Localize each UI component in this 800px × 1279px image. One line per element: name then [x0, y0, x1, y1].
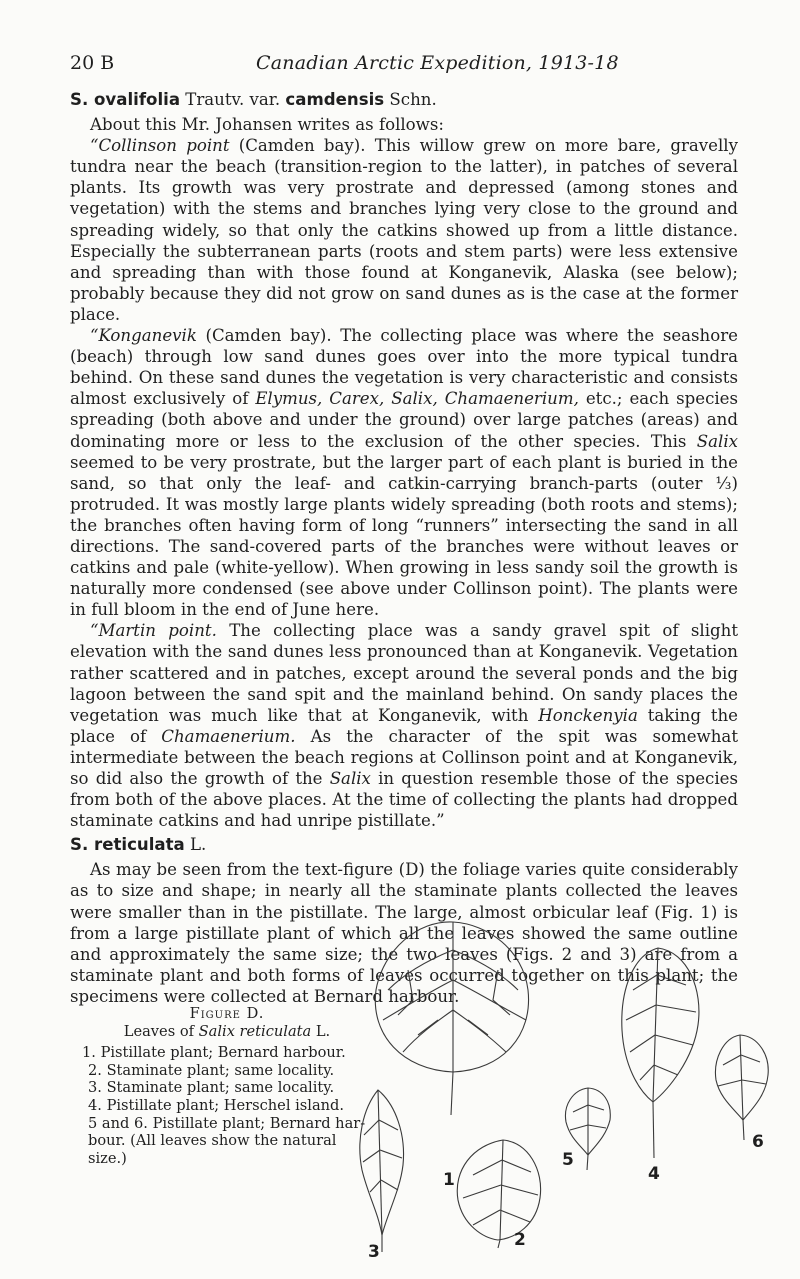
figure-leaf-illustrations — [348, 840, 788, 1260]
genus-name: Chamaenerium. — [161, 726, 296, 746]
genus-name: Honckenyia — [538, 705, 638, 725]
leaf-2 — [457, 1140, 540, 1248]
paragraph-konganevik — [70, 325, 738, 620]
figure-label-5: 5 — [562, 1150, 574, 1170]
subtitle-text: L. — [311, 1022, 331, 1040]
place-name: “Martin point. — [90, 621, 217, 641]
species-authority: L. — [184, 835, 207, 855]
paragraph-text: seemed to be very prostrate, but the larger part of each plant is buried in the sand, so that only the leaf- and catkin-carrying branch-parts (outer ⅓) protruded. It was mostly large plants widely spreading (both roots and stems); the branches often having form of long “runners” intersecting the sand in all directions. The sand-covered parts of the branches were without leaves or catkins and pale (white-yellow). When growing in less sandy soil the growth is naturally more condensed (see above under Collinson point). The plants were in full bloom in the end of June here. — [70, 452, 738, 620]
figure-subtitle — [82, 1023, 372, 1041]
leaf-1 — [375, 922, 528, 1115]
species-authority: Trautv. var. — [180, 90, 286, 109]
figure-caption — [82, 1005, 372, 1167]
figure-label-6: 6 — [752, 1132, 764, 1152]
paragraph-collinson — [70, 135, 738, 325]
paragraph-intro: About this Mr. Johansen writes as follows: — [90, 115, 444, 135]
species-name: S. reticulata — [70, 835, 185, 855]
genera-list: Elymus, Carex, Salix, Chamaenerium, — [255, 389, 579, 409]
subtitle-species: Salix reticulata — [198, 1022, 312, 1040]
paragraph-text: As the character of the spit was somewhat intermediate between the beach regions at Collinson point and at Konganevik, so did also the growth of the — [70, 726, 738, 788]
figure-label-3: 3 — [368, 1242, 380, 1262]
legend-item: 4. Pistillate plant; Herschel island. — [88, 1096, 345, 1114]
figure-legend-list — [82, 1044, 372, 1167]
variety-name: camdensis — [285, 90, 385, 109]
place-name: “Konganevik — [90, 326, 197, 346]
legend-item: 3. Staminate plant; same locality. — [88, 1079, 335, 1097]
legend-item: bour. (All leaves show the natural — [88, 1132, 337, 1150]
paragraph-text: (Camden bay). This willow grew on more bare, gravelly tundra near the beach (transition-region to the latter), in patches of several plants. Its growth was very prostrate and depressed (among stones and vegetation) with the stems and branches lying very close to the ground and spreading widely, so that only the catkins showed up from a little distance. Especially the subterranean parts (roots and stem parts) were less extensive and spreading than with those found at Konganevik, Alaska (see below); probably because they did not grow on sand dunes as is the case at the former place. — [70, 136, 738, 324]
genus-name: Salix — [696, 431, 738, 451]
figure-title: Figure D. — [189, 1005, 265, 1022]
subtitle-text: Leaves of — [123, 1022, 199, 1040]
species-name: S. ovalifolia — [70, 90, 181, 109]
genus-name: Salix — [329, 769, 371, 788]
leaf-3 — [360, 1090, 404, 1252]
legend-item: 2. Staminate plant; same locality. — [88, 1061, 335, 1079]
figure-label-4: 4 — [648, 1164, 660, 1184]
place-name: “Collinson point — [90, 136, 230, 156]
paragraph-text: (Camden bay). The collecting place was where the seashore (beach) through low sand dunes goes over into the more typical tundra behind. On these sand dunes the vegetation is very characteristic and consists almost exclusively of — [70, 326, 738, 409]
paragraph-text: The collecting place was a sandy gravel spit of slight elevation with the sand dunes less pronounced than at Konganevik. Vegetation rather scattered and in patches, except around the several ponds and the big lagoon between the sand spit and the mainland behind. On sandy places the vegetation was much like that at Konganevik, with — [70, 621, 738, 725]
legend-item: 1. Pistillate plant; Bernard harbour. — [82, 1044, 346, 1062]
figure-label-2: 2 — [514, 1230, 526, 1250]
paragraph-text: etc.; each species spreading (both above and under the ground) over large patches (areas) and dominating more or less to the exclusion of the other species. This — [70, 389, 739, 451]
variety-authority: Schn. — [384, 90, 437, 109]
leaf-4 — [622, 948, 699, 1158]
figure-label-1: 1 — [443, 1170, 455, 1190]
paragraph-martin — [70, 620, 738, 831]
paragraph-reticulata: As may be seen from the text-figure (D) the foliage varies quite considerably as to size and shape; in nearly all the staminate plants collected the leaves were smaller than in the pistillate. The large, almost orbicular leaf (Fig. 1) is from a large pistillate plant of which all the leaves showed the same outline and approximately the same size; the two leaves (Figs. 2 and 3) are from a staminate plant and both forms of leaves occurred together on this plant; the specimens were collected at Bernard harbour. — [70, 860, 738, 1006]
page-number: 20 B — [70, 52, 115, 74]
leaf-drawings-svg — [348, 840, 788, 1260]
legend-item: size.) — [88, 1149, 127, 1167]
running-title: Canadian Arctic Expedition, 1913-18 — [256, 52, 619, 74]
paragraph-text: taking the place of — [70, 705, 738, 746]
paragraph-text: in question resemble those of the species from both of the above places. At the time of collecting the plants had dropped staminate catkins and had unripe pistillate.” — [70, 769, 738, 831]
legend-item: 5 and 6. Pistillate plant; Bernard har- — [88, 1114, 366, 1132]
species-heading-ovalifolia — [70, 89, 738, 110]
running-head — [70, 52, 738, 78]
leaf-6 — [715, 1035, 768, 1140]
